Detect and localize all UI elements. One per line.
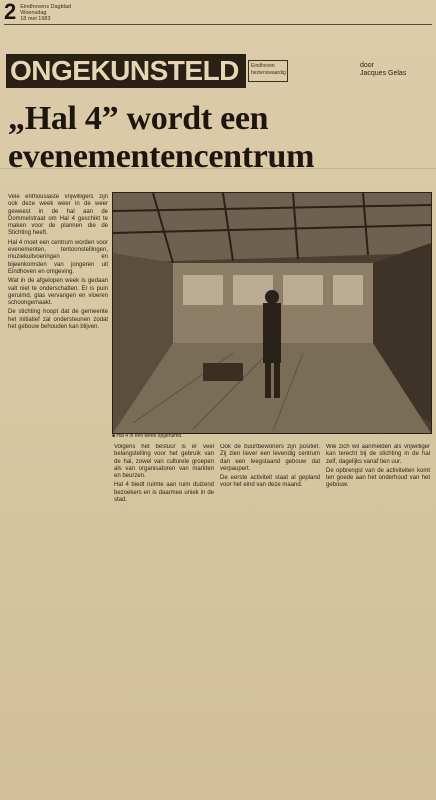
byline-name: Jacques Gelas [360,70,407,77]
paragraph: Volgens het bestuur is er veel belangstelling voor het gebruik van de hal, zowel van culturele groepen als van organisatoren van markten en beurzen. [114,444,214,480]
issue-date: 18 mei 1983 [20,16,51,22]
rubric-subtitle-line1: Eindhoven [251,63,275,69]
paragraph: De opbrengst van de activiteiten komt ten goede aan het onderhoud van het gebouw. [326,467,430,489]
rubric-subtitle [248,60,288,82]
rubric-subtitle-line2: bezienswaardig [251,70,286,76]
byline-label: door [360,62,375,69]
paragraph: De eerste activiteit staat al gepland voor het eind van deze maand. [220,475,320,489]
headline [8,100,432,176]
hall-photo-image [113,193,431,433]
article-column-1 [8,194,108,796]
header-rule [4,24,432,25]
hall-photo [112,192,432,434]
paragraph: Wat in de afgelopen week is gedaan valt niet te onderschatten. Er is puin geruimd, glas vervangen en vloeren schoongemaakt. [8,278,108,307]
paper-name: Eindhovens Dagblad [20,4,72,10]
paragraph: Ook de buurtbewoners zijn positief. Zij zien liever een levendig centrum dan een leegstaand gebouw dat verpaupert. [220,444,320,472]
rubric-title: ONGEKUNSTELD [10,55,239,86]
issue-meta [20,2,71,22]
byline [360,62,406,78]
article-column-3 [220,444,320,796]
article-column-4 [326,444,430,796]
rubric-banner [6,54,246,88]
headline-line1: „Hal 4” wordt een [8,100,269,137]
article-column-2 [114,444,214,796]
weekday: Woensdag [20,10,47,16]
headline-line2: evenementencentrum [8,138,315,175]
paragraph: Vele enthousiaste vrijwilligers zijn ook deze week weer in de weer geweest in de hal aan de Dommelstraat om Hal 4 geschikt te maken voor de plannen die de Stichting heeft. [8,194,108,237]
page-number: 2 [4,0,17,24]
paragraph: De stichting hoopt dat de gemeente het initiatief zal ondersteunen zodat het gebouw behouden kan blijven. [8,309,108,331]
paragraph: Hal 4 moet een centrum worden voor evenementen, tentoonstellingen, muziekuitvoeringen en bijeenkomsten van jongeren uit Eindhoven en omgeving. [8,239,108,275]
photo-caption: ■ Hal 4 in een week opgeruimd. [112,433,183,439]
page-header [4,2,71,22]
paragraph: Wie zich wil aanmelden als vrijwilliger kan terecht bij de stichting in de hal zelf, dagelijks vanaf tien uur. [326,444,430,465]
paragraph: Hal 4 biedt ruimte aan ruim duizend bezoekers en is daarmee uniek in de stad. [114,482,214,504]
